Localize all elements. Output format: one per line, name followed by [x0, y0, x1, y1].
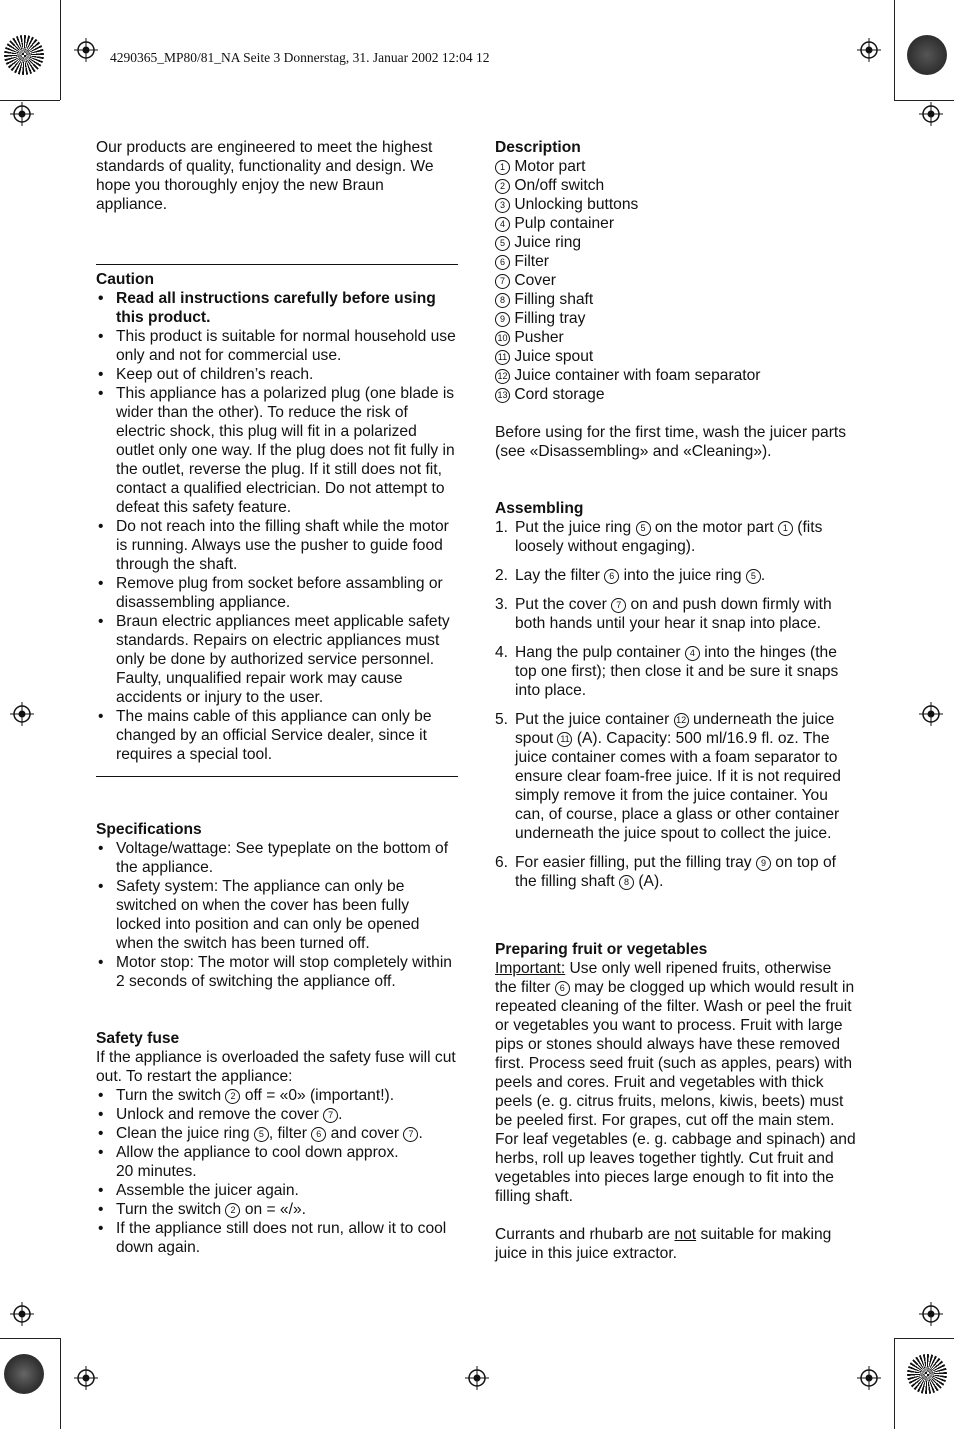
part-number-badge: 10: [495, 331, 510, 346]
registration-mark-icon: [74, 38, 98, 62]
part-number-badge: 7: [495, 274, 510, 289]
caution-item: • This product is suitable for normal household use only and not for commercial use.: [96, 327, 458, 365]
print-density-wheel: [4, 1354, 44, 1394]
caution-item: • Remove plug from socket before assambling or disassembling appliance.: [96, 574, 458, 612]
caution-item: • This appliance has a polarized plug (one blade is wider than the other). To reduce the risk of electric shock, this plug will fit in a polarized outlet only one way. If the plug does not fit fully in the outlet, reverse the plug. If it still does not fit, contact a qualified electrician. Do not attempt to defeat this safety feature.: [96, 384, 458, 517]
registration-mark-icon: [919, 102, 943, 126]
caution-item: • The mains cable of this appliance can only be changed by an official Service dealer, since it requires a special tool.: [96, 707, 458, 764]
part-number-badge: 5: [746, 569, 761, 584]
part-number-badge: 13: [495, 388, 510, 403]
safety-fuse-intro: If the appliance is overloaded the safety fuse will cut out. To restart the appliance:: [96, 1049, 456, 1085]
description-item: 9 Filling tray: [495, 309, 857, 328]
caution-heading: Caution: [96, 271, 155, 288]
caution-item: • Read all instructions carefully before using this product.: [96, 289, 458, 327]
description-item: 10 Pusher: [495, 328, 857, 347]
fuse-step: • Assemble the juicer again.: [96, 1181, 458, 1200]
part-number-badge: 6: [555, 981, 570, 996]
crop-line: [894, 1338, 954, 1339]
currants-note: Currants and rhubarb are not suitable for making juice in this juice extractor.: [495, 1226, 832, 1262]
description-item: 8 Filling shaft: [495, 290, 857, 309]
part-number-badge: 7: [403, 1127, 418, 1142]
assembling-step: 3. Put the cover 7 on and push down firmly with both hands until your hear it snap into place.: [495, 596, 832, 632]
part-number-badge: 9: [495, 312, 510, 327]
crop-line: [894, 1338, 895, 1429]
fuse-step: • Clean the juice ring 5 , filter 6 and cover 7 .: [96, 1124, 458, 1143]
caution-item: • Do not reach into the filling shaft while the motor is running. Always use the pusher to guide food through the shaft.: [96, 517, 458, 574]
fuse-step: • Turn the switch 2 off = «0» (important!).: [96, 1086, 458, 1105]
part-number-badge: 12: [674, 713, 689, 728]
caution-list: [96, 289, 458, 764]
part-number-badge: 9: [756, 856, 771, 871]
registration-mark-icon: [74, 1366, 98, 1390]
fuse-step: • Unlock and remove the cover 7 .: [96, 1105, 458, 1124]
safety-fuse-list: [96, 1086, 458, 1257]
description-item: 3 Unlocking buttons: [495, 195, 857, 214]
part-number-badge: 8: [619, 875, 634, 890]
registration-mark-icon: [10, 102, 34, 126]
preparing-paragraph: Important: Use only well ripened fruits, otherwise the filter 6 may be clogged up which would result in repeated cleaning of the filter. Wash or peel the fruit or vegetables you want to process. Fruit with large pips or stones should always have these removed first. Process seed fruit (such as apples, pears) with peels and cores. Fruit and vegetables with thick peels (e. g. citrus fruits, melons, kiwis, beets) must be peeled first. For grapes, cut off the main stem. For leaf vegetables (e. g. cabbage and spinach) and herbs, roll up leaves together tightly. Cut fruit and vegetables into pieces large enough to fit into the filling shaft.: [495, 960, 856, 1205]
crop-line: [894, 100, 954, 101]
assembling-step: 5. Put the juice container 12 underneath the juice spout 11 (A). Capacity: 500 ml/16.9 fl. oz. The juice container comes with a foam separator to ensure clear foam-free juice. If it is not required simply remove it from the juice container. You can, of course, place a glass or other container underneath the juice spout to collect the juice.: [495, 711, 841, 842]
description-list: [495, 157, 857, 404]
print-density-wheel: [907, 1354, 947, 1394]
registration-mark-icon: [919, 702, 943, 726]
description-item: 1 Motor part: [495, 157, 857, 176]
description-item: 2 On/off switch: [495, 176, 857, 195]
left-column: [96, 138, 458, 1257]
part-number-badge: 1: [778, 521, 793, 536]
part-number-badge: 3: [495, 198, 510, 213]
print-slug-header: 4290365_MP80/81_NA Seite 3 Donnerstag, 31. Januar 2002 12:04 12: [110, 50, 490, 65]
part-number-badge: 7: [611, 598, 626, 613]
part-number-badge: 4: [685, 646, 700, 661]
registration-mark-icon: [919, 1302, 943, 1326]
part-number-badge: 5: [495, 236, 510, 251]
print-density-wheel: [4, 35, 44, 75]
part-number-badge: 8: [495, 293, 510, 308]
assembling-step: 6. For easier filling, put the filling tray 9 on top of the filling shaft 8 (A).: [495, 854, 836, 890]
intro-paragraph: Our products are engineered to meet the highest standards of quality, functionality and design. We hope you thoroughly enjoy the new Braun appliance.: [96, 139, 434, 213]
description-item: 13 Cord storage: [495, 385, 857, 404]
section-divider: [96, 264, 458, 265]
crop-line: [894, 0, 895, 100]
caution-item: • Keep out of children’s reach.: [96, 365, 458, 384]
registration-mark-icon: [465, 1366, 489, 1390]
print-density-wheel: [907, 35, 947, 75]
assembling-step: 2. Lay the filter 6 into the juice ring 5 .: [495, 567, 766, 584]
description-item: 12 Juice container with foam separator: [495, 366, 857, 385]
assembling-heading: Assembling: [495, 500, 584, 517]
description-item: 6 Filter: [495, 252, 857, 271]
crop-line: [60, 1338, 61, 1429]
assembling-step: 4. Hang the pulp container 4 into the hinges (the top one first); then close it and be sure it snaps into place.: [495, 644, 839, 699]
part-number-badge: 5: [254, 1127, 269, 1142]
part-number-badge: 11: [495, 350, 510, 365]
fuse-step: • If the appliance still does not run, allow it to cool down again.: [96, 1219, 458, 1257]
assembling-steps: [495, 518, 857, 891]
spec-item: • Safety system: The appliance can only be switched on when the cover has been fully locked into position and can only be opened when the switch has been turned off.: [96, 877, 458, 953]
preparing-heading: Preparing fruit or vegetables: [495, 941, 708, 958]
registration-mark-icon: [10, 1302, 34, 1326]
description-heading: Description: [495, 139, 581, 156]
part-number-badge: 6: [604, 569, 619, 584]
spec-item: • Motor stop: The motor will stop completely within 2 seconds of switching the appliance off.: [96, 953, 458, 991]
part-number-badge: 1: [495, 160, 510, 175]
fuse-step: • Allow the appliance to cool down approx. 20 minutes.: [96, 1143, 458, 1181]
right-column: [495, 138, 857, 1263]
first-use-note: Before using for the first time, wash the juicer parts (see «Disassembling» and «Cleaning»).: [495, 424, 847, 460]
part-number-badge: 2: [225, 1203, 240, 1218]
part-number-badge: 7: [323, 1108, 338, 1123]
spec-item: • Voltage/wattage: See typeplate on the bottom of the appliance.: [96, 839, 458, 877]
description-item: 4 Pulp container: [495, 214, 857, 233]
part-number-badge: 12: [495, 369, 510, 384]
registration-mark-icon: [857, 38, 881, 62]
part-number-badge: 2: [225, 1089, 240, 1104]
description-item: 11 Juice spout: [495, 347, 857, 366]
registration-mark-icon: [857, 1366, 881, 1390]
part-number-badge: 6: [311, 1127, 326, 1142]
specifications-heading: Specifications: [96, 821, 202, 838]
description-item: 7 Cover: [495, 271, 857, 290]
part-number-badge: 6: [495, 255, 510, 270]
crop-line: [0, 1338, 60, 1339]
part-number-badge: 2: [495, 179, 510, 194]
crop-line: [0, 100, 60, 101]
fuse-step: • Turn the switch 2 on = «/».: [96, 1200, 458, 1219]
registration-mark-icon: [10, 702, 34, 726]
part-number-badge: 5: [636, 521, 651, 536]
description-item: 5 Juice ring: [495, 233, 857, 252]
assembling-step: 1. Put the juice ring 5 on the motor part 1 (fits loosely without engaging).: [495, 519, 823, 555]
part-number-badge: 11: [557, 732, 572, 747]
caution-item: • Braun electric appliances meet applicable safety standards. Repairs on electric appliances must only be done by authorized service personnel. Faulty, unqualified repair work may cause accidents or injury to the user.: [96, 612, 458, 707]
important-label: Important:: [495, 960, 566, 977]
crop-line: [60, 0, 61, 100]
specifications-list: [96, 839, 458, 991]
safety-fuse-heading: Safety fuse: [96, 1030, 180, 1047]
part-number-badge: 4: [495, 217, 510, 232]
